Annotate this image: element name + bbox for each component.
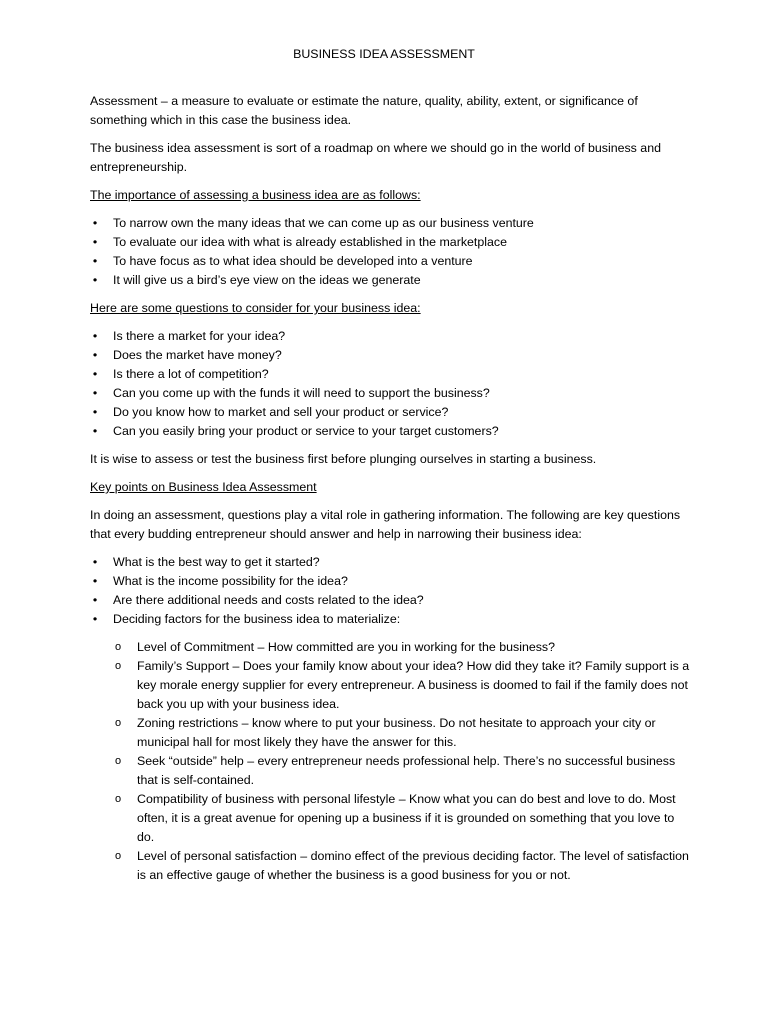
list-item-text: To narrow own the many ideas that we can come up as our business venture <box>113 216 534 230</box>
sub-list-item <box>90 790 690 847</box>
list-item <box>90 271 690 290</box>
list-item <box>90 572 690 591</box>
list-item <box>90 327 690 346</box>
list-item-text: Is there a market for your idea? <box>113 329 286 343</box>
list-item-text: To have focus as to what idea should be developed into a venture <box>113 254 473 268</box>
hollow-bullet-icon: o <box>114 850 122 862</box>
roadmap-paragraph: The business idea assessment is sort of a roadmap on where we should go in the world of business and entrepreneurship. <box>90 141 661 174</box>
list-item-text: What is the best way to get it started? <box>113 555 320 569</box>
list-item <box>90 365 690 384</box>
bullet-icon: • <box>92 367 98 381</box>
list-item-text: Can you come up with the funds it will need to support the business? <box>113 386 490 400</box>
sub-list-item <box>90 714 690 752</box>
sub-list-item-text: Level of personal satisfaction – domino effect of the previous deciding factor. The level of satisfaction is an effective gauge of whether the business is a good business for you or not. <box>137 849 689 882</box>
bullet-icon: • <box>92 555 98 569</box>
list-item <box>90 610 690 629</box>
list-item-text: Is there a lot of competition? <box>113 367 269 381</box>
list-item <box>90 403 690 422</box>
bullet-icon: • <box>92 348 98 362</box>
bullet-icon: • <box>92 329 98 343</box>
hollow-bullet-icon: o <box>114 717 122 729</box>
bullet-icon: • <box>92 574 98 588</box>
importance-heading: The importance of assessing a business idea are as follows: <box>90 188 421 202</box>
sub-list-item <box>90 638 690 657</box>
deciding-factors-list <box>90 638 690 885</box>
list-item-text: It will give us a bird’s eye view on the ideas we generate <box>113 273 421 287</box>
questions-heading: Here are some questions to consider for your business idea: <box>90 301 421 315</box>
hollow-bullet-icon: o <box>114 793 122 805</box>
list-item-text: Do you know how to market and sell your product or service? <box>113 405 449 419</box>
list-item-text: Deciding factors for the business idea to materialize: <box>113 612 401 626</box>
document-body <box>90 92 690 885</box>
document-title: BUSINESS IDEA ASSESSMENT <box>293 47 475 61</box>
list-item <box>90 214 690 233</box>
importance-list <box>90 214 690 290</box>
list-item <box>90 591 690 610</box>
bullet-icon: • <box>92 235 98 249</box>
list-item-text: What is the income possibility for the idea? <box>113 574 348 588</box>
sub-list-item-text: Family’s Support – Does your family know about your idea? How did they take it? Family support is a key morale energy supplier for every entrepreneur. A business is doomed to fail if the family does not back you up with your business idea. <box>137 659 690 711</box>
sub-list-item <box>90 752 690 790</box>
list-item <box>90 233 690 252</box>
list-item-text: Are there additional needs and costs related to the idea? <box>113 593 424 607</box>
bullet-icon: • <box>92 216 98 230</box>
key-points-intro: In doing an assessment, questions play a vital role in gathering information. The following are key questions that every budding entrepreneur should answer and help in narrowing their business idea: <box>90 508 681 541</box>
list-item-text: Does the market have money? <box>113 348 282 362</box>
list-item <box>90 422 690 441</box>
hollow-bullet-icon: o <box>114 755 122 767</box>
bullet-icon: • <box>92 386 98 400</box>
sub-list-item-text: Zoning restrictions – know where to put your business. Do not hesitate to approach your city or municipal hall for most likely they have the answer for this. <box>137 716 656 749</box>
sub-list-item <box>90 657 690 714</box>
hollow-bullet-icon: o <box>114 660 122 672</box>
list-item <box>90 553 690 572</box>
sub-list-item-text: Seek “outside” help – every entrepreneur needs professional help. There’s no successful business that is self-contained. <box>137 754 676 787</box>
sub-list-item-text: Level of Commitment – How committed are you in working for the business? <box>137 640 556 654</box>
list-item-text: Can you easily bring your product or service to your target customers? <box>113 424 499 438</box>
list-item-text: To evaluate our idea with what is already established in the marketplace <box>113 235 507 249</box>
bullet-icon: • <box>92 593 98 607</box>
definition-paragraph: Assessment – a measure to evaluate or estimate the nature, quality, ability, extent, or significance of something which in this case the business idea. <box>90 94 638 127</box>
bullet-icon: • <box>92 273 98 287</box>
key-points-heading: Key points on Business Idea Assessment <box>90 480 317 494</box>
list-item <box>90 252 690 271</box>
questions-list <box>90 327 690 441</box>
sub-list-item <box>90 847 690 885</box>
sub-list-item-text: Compatibility of business with personal lifestyle – Know what you can do best and love to do. Most often, it is a great avenue for opening up a business if it is grounded on something that you love to do. <box>137 792 676 844</box>
bullet-icon: • <box>92 254 98 268</box>
bullet-icon: • <box>92 612 98 626</box>
wise-note-paragraph: It is wise to assess or test the business first before plunging ourselves in starting a business. <box>90 452 597 466</box>
list-item <box>90 346 690 365</box>
hollow-bullet-icon: o <box>114 641 122 653</box>
list-item <box>90 384 690 403</box>
bullet-icon: • <box>92 405 98 419</box>
key-points-list <box>90 553 690 629</box>
bullet-icon: • <box>92 424 98 438</box>
